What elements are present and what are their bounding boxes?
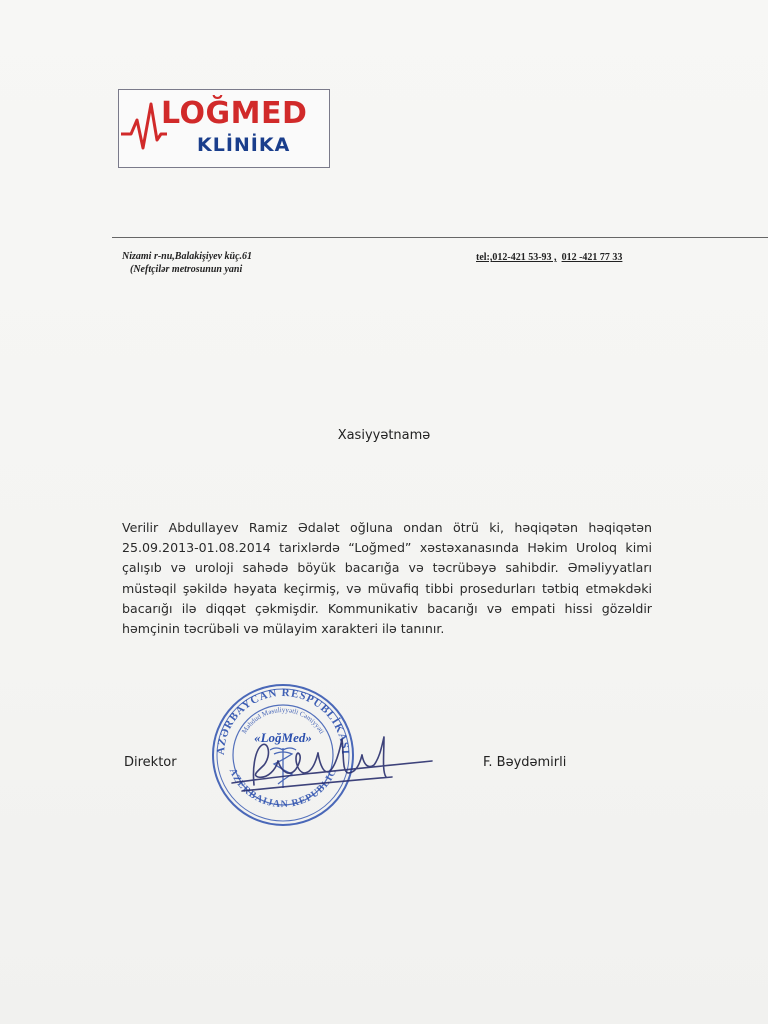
phone-label: tel:, bbox=[476, 252, 493, 263]
signoff-role: Direktor bbox=[124, 755, 177, 770]
header-divider bbox=[112, 237, 768, 238]
clinic-phones bbox=[476, 252, 622, 263]
stamp-bottom-text: AZERBAIJAN REPUBLIC bbox=[226, 766, 340, 811]
address-line-2: (Neftçilər metrosunun yani bbox=[130, 264, 243, 275]
logo-sub-text: KLİNİKA bbox=[197, 134, 291, 156]
address-line-1: Nizami r-nu,Balakişiyev küç.61 bbox=[122, 251, 253, 262]
logo-brand-text: LOĞMED bbox=[161, 96, 308, 131]
signoff-name: F. Bəydəmirli bbox=[483, 755, 567, 770]
stamp-outer-text: AZƏRBAYCAN RESPUBLİKASI bbox=[214, 686, 352, 756]
body-line: Verilir Abdullayev Ramiz Ədalət oğluna ondan ötrü ki, həqiqətən həqiqətən bbox=[122, 520, 652, 535]
body-line: 25.09.2013-01.08.2014 tarixlərdə “Loğmed” xəstəxanasında Həkim Uroloq kimi bbox=[122, 540, 652, 556]
stamp-center-text: «LoğMed» bbox=[254, 730, 312, 745]
phone-number-2: 012 -421 77 33 bbox=[561, 252, 623, 263]
document-title: Xasiyyətnamə bbox=[337, 428, 431, 443]
phone-number-1: 012-421 53-93 , bbox=[492, 252, 557, 263]
clinic-logo bbox=[118, 89, 330, 168]
reference-body bbox=[122, 518, 652, 639]
stamp-inner-text: Məhdud Məsuliyyətli Cəmiyyəti bbox=[240, 705, 326, 736]
director-signature bbox=[212, 725, 442, 805]
body-line: həmçinin təcrübəli və mülayim xarakteri ilə tanınır. bbox=[122, 621, 445, 637]
body-line: çalışıb və uroloji sahədə böyük bacarığa və təcrübəyə sahibdir. Əməliyyatları bbox=[122, 560, 652, 576]
body-line: bacarığı ilə diqqət çəkmişdir. Kommunikativ bacarığı və empati hissi gözəldir bbox=[122, 600, 652, 616]
body-line: müstəqil şəkildə həyata keçirmiş, və müvafiq tibbi prosedurları tətbiq etməkdəki bbox=[122, 580, 652, 596]
clinic-address bbox=[122, 250, 252, 276]
